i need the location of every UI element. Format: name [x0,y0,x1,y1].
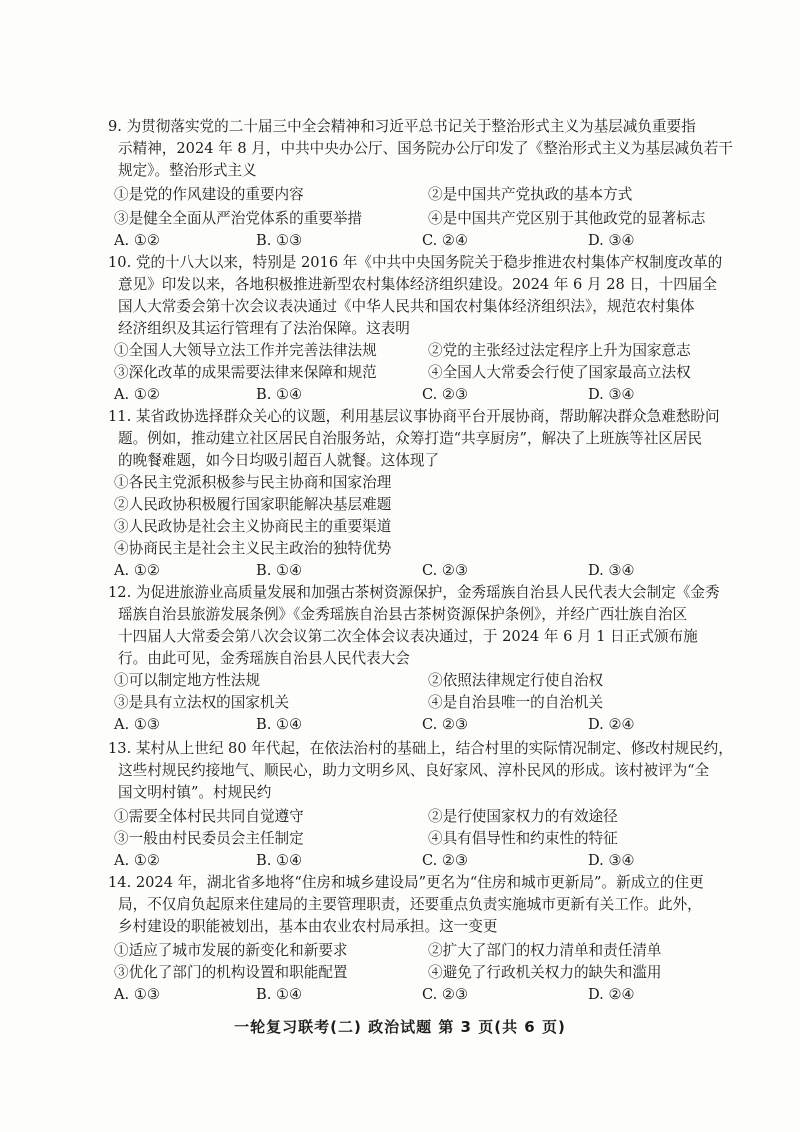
question-stem-line: 10. 党的十八大以来，特别是 2016 年《中共中央国务院关于稳步推进农村集体产权制度改革的 [108,254,723,271]
option-2: ②是中国共产党执政的基本方式 [428,186,633,203]
question-stem-line: 这些村规民约接地气、顺民心，助力文明乡风、良好家风、淳朴民风的形成。该村被评为“全 [118,762,710,779]
question-stem-line: 瑶族自治县旅游发展条例》《金秀瑶族自治县古茶树资源保护条例》，并经广西壮族自治区 [118,606,688,623]
answer-b: B. ①④ [256,562,303,579]
question-stem-line: 14. 2024 年，湖北省多地将“住房和城乡建设局”更名为“住房和城市更新局”。新成立的住更 [108,874,704,891]
option-1: ①需要全体村民共同自觉遵守 [114,808,304,825]
answer-row [108,230,708,252]
option-4: ④具有倡导性和约束性的特征 [428,830,618,847]
answer-row [108,560,708,582]
option-3: ③人民政协是社会主义协商民主的重要渠道 [114,518,392,535]
answer-b: B. ①③ [256,232,303,249]
option-row [108,340,708,362]
option-1: ①各民主党派积极参与民主协商和国家治理 [114,474,392,491]
question-stem-line: 经济组织及其运行管理有了法治保障。这表明 [118,320,410,337]
option-1: ①是党的作风建设的重要内容 [114,186,304,203]
answer-d: D. ③④ [588,562,635,579]
option-2: ②人民政协积极履行国家职能解决基层难题 [114,496,392,513]
answer-b: B. ①④ [256,852,303,869]
answer-a: A. ①③ [114,986,160,1003]
option-4: ④全国人大常委会行使了国家最高立法权 [428,364,691,381]
option-row [108,670,708,692]
question-stem-line: 题。例如，推动建立社区居民自治服务站，众筹打造“共享厨房”，解决了上班族等社区居民 [118,430,703,447]
option-row [108,184,708,206]
option-1: ①全国人大领导立法工作并完善法律法规 [114,342,377,359]
answer-b: B. ①④ [256,386,303,403]
answer-a: A. ①② [114,562,160,579]
question-stem-line: 局，不仅肩负起原来住建局的主要管理职责，还要重点负责实施城市更新有关工作。此外， [118,896,702,913]
option-row [108,806,708,828]
answer-d: D. ②④ [588,716,635,733]
option-row [108,828,708,850]
question-stem-line: 11. 某省政协选择群众关心的议题，利用基层议事协商平台开展协商，帮助解决群众急难愁盼问 [108,408,720,425]
option-3: ③是健全全面从严治党体系的重要举措 [114,210,363,227]
option-row [108,962,708,984]
question-stem-line: 的晚餐难题，如今日均吸引超百人就餐。这体现了 [118,452,440,469]
option-1: ①适应了城市发展的新变化和新要求 [114,942,348,959]
answer-c: C. ②④ [422,232,469,249]
option-3: ③深化改革的成果需要法律来保障和规范 [114,364,377,381]
question-stem-line: 13. 某村从上世纪 80 年代起，在依法治村的基础上，结合村里的实际情况制定、修改村规民约， [108,740,733,757]
option-row [108,692,708,714]
question-stem-line: 12. 为促进旅游业高质量发展和加强古茶树资源保护，金秀瑶族自治县人民代表大会制定《金秀 [108,584,720,601]
answer-row [108,984,708,1006]
answer-c: C. ②③ [422,386,469,403]
option-3: ③优化了部门的机构设置和职能配置 [114,964,348,981]
question-stem-line: 国人大常委会第十次会议表决通过《中华人民共和国农村集体经济组织法》，规范农村集体 [118,298,695,315]
option-row [108,208,708,230]
answer-c: C. ②③ [422,986,469,1003]
answer-a: A. ①② [114,232,160,249]
page-footer: 一轮复习联考(二) 政治试题 第 3 页(共 6 页) [234,1018,566,1036]
option-row [108,516,708,538]
answer-d: D. ③④ [588,852,635,869]
option-row [108,362,708,384]
answer-c: C. ②③ [422,562,469,579]
answer-row [108,384,708,406]
answer-a: A. ①③ [114,716,160,733]
answer-b: B. ①④ [256,716,303,733]
answer-row [108,850,708,872]
question-stem-line: 9. 为贯彻落实党的二十届三中全会精神和习近平总书记关于整治形式主义为基层减负重要指 [108,118,696,135]
answer-d: D. ③④ [588,232,635,249]
option-3: ③是具有立法权的国家机关 [114,694,290,711]
answer-row [108,714,708,736]
answer-b: B. ①④ [256,986,303,1003]
option-2: ②党的主张经过法定程序上升为国家意志 [428,342,691,359]
answer-d: D. ③④ [588,386,635,403]
answer-a: A. ①② [114,386,160,403]
option-2: ②是行使国家权力的有效途径 [428,808,618,825]
option-row [108,940,708,962]
option-4: ④协商民主是社会主义民主政治的独特优势 [114,540,392,557]
answer-a: A. ①② [114,852,160,869]
option-row [108,538,708,560]
option-2: ②扩大了部门的权力清单和责任清单 [428,942,662,959]
question-stem-line: 乡村建设的职能被划出，基本由农业农村局承担。这一变更 [118,918,498,935]
question-stem-line: 十四届人大常委会第八次会议第二次全体会议表决通过，于 2024 年 6 月 1 日正式颁布施 [118,628,698,645]
option-3: ③一般由村民委员会主任制定 [114,830,304,847]
question-stem-line: 示精神，2024 年 8 月，中共中央办公厅、国务院办公厅印发了《整治形式主义为基层减负若干 [118,140,733,157]
question-stem-line: 国文明村镇”。村规民约 [118,784,272,801]
option-4: ④是自治县唯一的自治机关 [428,694,604,711]
answer-c: C. ②③ [422,716,469,733]
option-2: ②依照法律规定行使自治权 [428,672,604,689]
option-1: ①可以制定地方性法规 [114,672,260,689]
question-stem-line: 规定》。整治形式主义 [118,162,257,179]
answer-d: D. ②④ [588,986,635,1003]
option-4: ④避免了行政机关权力的缺失和滥用 [428,964,662,981]
question-stem-line: 行。由此可见，金秀瑶族自治县人民代表大会 [118,650,410,667]
answer-c: C. ②③ [422,852,469,869]
question-stem-line: 意见》印发以来，各地积极推进新型农村集体经济组织建设。2024 年 6 月 28 日，十四届全 [118,276,717,293]
option-row [108,472,708,494]
option-row [108,494,708,516]
option-4: ④是中国共产党区别于其他政党的显著标志 [428,210,706,227]
